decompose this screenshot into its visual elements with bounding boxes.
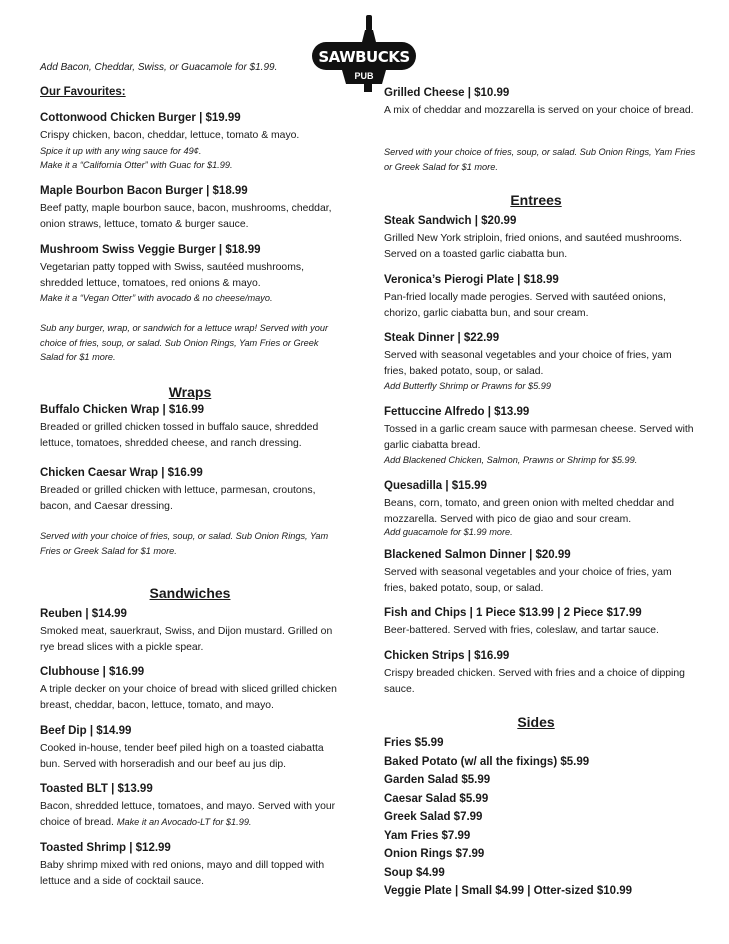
menu-item xyxy=(40,403,340,451)
side-item: Yam Fries $7.99 xyxy=(384,829,471,842)
side-item: Baked Potato (w/ all the fixings) $5.99 xyxy=(384,755,590,768)
menu-item-description: A mix of cheddar and mozzarella is served on your choice of bread. xyxy=(384,105,694,116)
menu-item-description: Breaded or grilled chicken tossed in buffalo sauce, shredded lettuce, tomatoes, shredded cheese, and ranch dressing. xyxy=(40,422,319,449)
sides-list xyxy=(384,734,696,901)
menu-item-description: Served with seasonal vegetables and your choice of fries, yam fries, baked potato, soup, or salad. xyxy=(384,567,672,594)
menu-item-name: Toasted Shrimp | $12.99 xyxy=(40,842,171,854)
menu-item xyxy=(384,86,696,119)
menu-item-description xyxy=(40,799,340,830)
menu-item-description: Crispy chicken, bacon, cheddar, lettuce, tomato & mayo. xyxy=(40,130,300,141)
menu-item-description: Beer-battered. Served with fries, coleslaw, and tartar sauce. xyxy=(384,625,659,636)
grilled-cheese-footer-note: Served with your choice of fries, soup, or salad. Sub Onion Rings, Yam Fries or Greek Salad for $1 more. xyxy=(384,147,696,172)
menu-item xyxy=(384,214,696,262)
wraps-heading: Wraps xyxy=(168,384,212,400)
menu-item xyxy=(40,782,340,830)
menu-item-note: Make it a “California Otter” with Guac for $1.99. xyxy=(40,160,233,170)
favourites-heading: Our Favourites: xyxy=(40,86,126,98)
menu-item-description: Grilled New York striploin, fried onions, and sautéed mushrooms. Served on a toasted garlic ciabatta bun. xyxy=(384,233,683,260)
side-item: Soup $4.99 xyxy=(384,866,445,879)
menu-item-name: Fettuccine Alfredo | $13.99 xyxy=(384,406,530,418)
menu-item-description: Pan-fried locally made perogies. Served with sautéed onions, chorizo, garlic ciabatta bun, and sour cream. xyxy=(384,292,666,319)
menu-item-name: Clubhouse | $16.99 xyxy=(40,666,145,678)
menu-item-description: Breaded or grilled chicken with lettuce, parmesan, croutons, bacon, and Caesar dressing. xyxy=(40,485,316,512)
menu-item-name: Chicken Caesar Wrap | $16.99 xyxy=(40,467,203,479)
menu-item-name: Blackened Salmon Dinner | $20.99 xyxy=(384,549,571,561)
menu-item-name: Beef Dip | $14.99 xyxy=(40,725,132,737)
menu-item-description: A triple decker on your choice of bread with sliced grilled chicken breast, cheddar, bacon, lettuce, tomato, and mayo. xyxy=(40,684,337,711)
sides-heading: Sides xyxy=(517,714,555,730)
menu-item-description: Beans, corn, tomato, and green onion with melted cheddar and mozzarella. Served with pico de giao and sour cream. xyxy=(384,498,674,525)
menu-item xyxy=(384,405,696,468)
menu-item-description: Baby shrimp mixed with red onions, mayo and dill topped with lettuce and a side of cocktail sauce. xyxy=(40,860,325,887)
menu-item-name: Chicken Strips | $16.99 xyxy=(384,650,510,662)
menu-item-name: Cottonwood Chicken Burger | $19.99 xyxy=(40,112,241,124)
menu-item xyxy=(384,548,696,596)
menu-item xyxy=(40,724,340,772)
menu-item-description: Cooked in-house, tender beef piled high on a toasted ciabatta bun. Served with horseradish and our beef au jus dip. xyxy=(40,743,324,770)
entrees-heading: Entrees xyxy=(510,192,562,208)
side-item: Greek Salad $7.99 xyxy=(384,811,483,823)
menu-item-description: Crispy breaded chicken. Served with fries and a choice of dipping sauce. xyxy=(384,668,685,695)
menu-item-name: Steak Sandwich | $20.99 xyxy=(384,215,517,227)
menu-item-description: Beef patty, maple bourbon sauce, bacon, mushrooms, cheddar, onion straws, lettuce, tomato & burger sauce. xyxy=(40,203,332,230)
addon-note: Add Bacon, Cheddar, Swiss, or Guacamole for $1.99. xyxy=(40,62,278,73)
menu-item xyxy=(40,184,340,232)
menu-item-description: Vegetarian patty topped with Swiss, sautéed mushrooms, shredded lettuce, tomatoes, red onions & mayo. xyxy=(40,262,304,289)
favourites-footer-note: Sub any burger, wrap, or sandwich for a lettuce wrap! Served with your choice of fries, soup, or salad. Sub Onion Rings, Yam Fries or Greek Salad for $1 more. xyxy=(40,323,329,362)
menu-item-name: Toasted BLT | $13.99 xyxy=(40,783,153,795)
wraps-footer-note: Served with your choice of fries, soup, or salad. Sub Onion Rings, Yam Fries or Greek Salad for $1 more. xyxy=(40,531,329,556)
menu-item-description: Smoked meat, sauerkraut, Swiss, and Dijon mustard. Grilled on rye bread slices with a pickle spear. xyxy=(40,626,333,653)
side-item: Onion Rings $7.99 xyxy=(384,848,485,860)
logo-sub-text: PUB xyxy=(354,71,374,81)
menu-item-name: Quesadilla | $15.99 xyxy=(384,480,487,492)
menu-item-name: Steak Dinner | $22.99 xyxy=(384,332,500,344)
menu-item xyxy=(384,606,696,639)
side-item: Veggie Plate | Small $4.99 | Otter-sized $10.99 xyxy=(384,885,633,897)
logo-name-text: SAWBUCKS xyxy=(318,48,410,66)
menu-item-description: Tossed in a garlic cream sauce with parmesan cheese. Served with garlic ciabatta bread. xyxy=(384,424,694,451)
menu-item-note: Make it a “Vegan Otter” with avocado & no cheese/mayo. xyxy=(40,293,273,303)
menu-item-name: Veronica’s Pierogi Plate | $18.99 xyxy=(384,274,559,286)
menu-item-note: Add guacamole for $1.99 more. xyxy=(384,527,513,537)
menu-item-inline-note: Make it an Avocado-LT for $1.99. xyxy=(116,816,252,827)
menu-item xyxy=(40,841,340,889)
menu-item-note: Spice it up with any wing sauce for 49¢. xyxy=(40,145,202,156)
menu-item xyxy=(40,243,340,306)
side-item: Garden Salad $5.99 xyxy=(384,774,491,786)
sandwiches-heading: Sandwiches xyxy=(149,585,231,601)
side-item: Fries $5.99 xyxy=(384,737,444,749)
menu-item xyxy=(384,649,696,697)
menu-item-name: Reuben | $14.99 xyxy=(40,608,127,620)
menu-item xyxy=(384,273,696,321)
menu-item xyxy=(40,466,340,514)
menu-item-description: Served with seasonal vegetables and your choice of fries, yam fries, baked potato, soup, or salad. xyxy=(384,350,672,377)
menu-item xyxy=(40,665,340,713)
menu-item-name: Mushroom Swiss Veggie Burger | $18.99 xyxy=(40,244,261,256)
menu-item-description-text: Bacon, shredded lettuce, tomatoes, and mayo. Served with your choice of bread. xyxy=(40,801,336,828)
menu-item-name: Fish and Chips | 1 Piece $13.99 | 2 Piece $17.99 xyxy=(384,607,642,619)
menu-item xyxy=(384,479,696,540)
menu-item xyxy=(384,331,696,394)
menu-item-name: Buffalo Chicken Wrap | $16.99 xyxy=(40,404,205,416)
menu-item-note: Add Blackened Chicken, Salmon, Prawns or Shrimp for $5.99. xyxy=(384,455,638,465)
menu-item-name: Maple Bourbon Bacon Burger | $18.99 xyxy=(40,185,248,197)
side-item: Caesar Salad $5.99 xyxy=(384,792,489,805)
menu-item-name: Grilled Cheese | $10.99 xyxy=(384,87,510,99)
menu-item-note: Add Butterfly Shrimp or Prawns for $5.99 xyxy=(384,381,551,391)
menu-item xyxy=(40,111,340,173)
menu-item xyxy=(40,607,340,655)
